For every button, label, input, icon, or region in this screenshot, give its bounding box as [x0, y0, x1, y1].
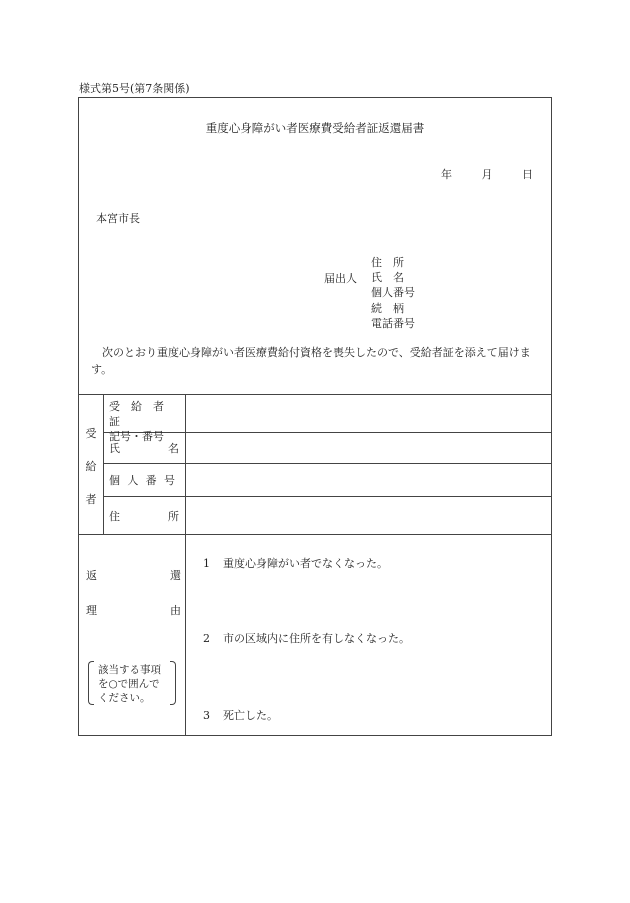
- applicant-individual-number-label: 個人番号: [371, 286, 415, 300]
- applicant-relationship-label: 続 柄: [371, 301, 404, 315]
- table-top-border: [79, 394, 551, 395]
- form-number: 様式第5号(第7条関係): [79, 82, 190, 95]
- certificate-number-label: [103, 399, 185, 444]
- reason-section-border: [79, 534, 551, 535]
- date-line: [415, 166, 533, 182]
- recipient-address-label: 住 所: [109, 510, 179, 523]
- recipient-individual-number-label: 個 人 番 号: [109, 474, 175, 487]
- row-divider: [103, 496, 551, 497]
- addressee: 本宮市長: [96, 212, 140, 225]
- recipient-group-char: 給: [85, 460, 97, 473]
- year-label: 年: [441, 168, 452, 181]
- certificate-label-line1: 受 給 者 証: [109, 400, 175, 428]
- label-column-divider: [185, 394, 186, 736]
- recipient-name-label: 氏 名: [109, 442, 179, 455]
- certificate-label-line2: 記号・番号: [109, 430, 164, 443]
- reason-label: 理 由: [86, 604, 181, 617]
- return-label: 返 還: [86, 569, 181, 582]
- applicant-fields: [371, 255, 415, 331]
- recipient-group-char: 者: [85, 493, 97, 506]
- reason-option-2: 2 市の区域内に住所を有しなくなった。: [203, 632, 410, 645]
- month-label: 月: [481, 168, 493, 181]
- notifier-label: 届出人: [324, 272, 357, 285]
- declaration-text: 次のとおり重度心身障がい者医療費給付資格を喪失したので、受給者証を添えて届けます。: [91, 346, 531, 376]
- applicant-phone-label: 電話番号: [371, 316, 415, 330]
- reason-option-1: 1 重度心身障がい者でなくなった。: [203, 557, 388, 570]
- day-label: 日: [522, 168, 533, 181]
- applicant-address-label: 住 所: [371, 256, 404, 269]
- instruction-note: 該当する事項 を○で囲んで ください。: [88, 661, 176, 705]
- form-frame: [78, 97, 552, 736]
- applicant-name-label: 氏 名: [371, 271, 404, 285]
- recipient-group-char: 受: [85, 427, 97, 440]
- reason-option-3: 3 死亡した。: [203, 709, 278, 722]
- form-title: 重度心身障がい者医療費受給者証返還届書: [205, 121, 425, 135]
- row-divider: [103, 463, 551, 464]
